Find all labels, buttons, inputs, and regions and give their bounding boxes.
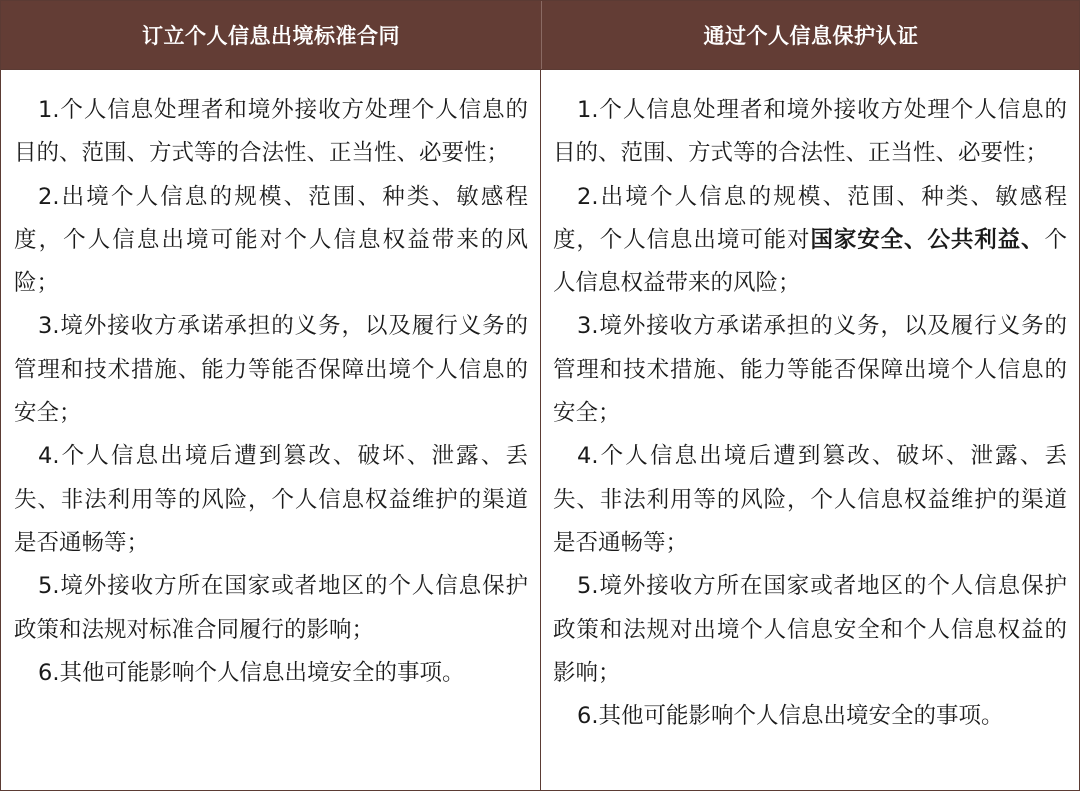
certification-column [541, 70, 1079, 790]
header-standard-contract: 订立个人信息出境标准合同 [1, 1, 542, 69]
list-item: 5.境外接收方所在国家或者地区的个人信息保护政策和法规对出境个人信息安全和个人信息权益的影响； [553, 573, 1067, 686]
list-item: 6.其他可能影响个人信息出境安全的事项。 [577, 703, 1004, 730]
list-item: 5.境外接收方所在国家或者地区的个人信息保护政策和法规对标准合同履行的影响； [14, 573, 528, 643]
list-item-text: 个人信息权益带来的风险； [553, 226, 1067, 297]
list-item: 4.个人信息出境后遭到篡改、破坏、泄露、丢失、非法利用等的风险，个人信息权益维护的渠道是否通畅等； [553, 443, 1067, 556]
standard-contract-column [1, 70, 541, 790]
list-item: 1.个人信息处理者和境外接收方处理个人信息的目的、范围、方式等的合法性、正当性、必要性； [14, 97, 528, 167]
list-item: 3.境外接收方承诺承担的义务，以及履行义务的管理和技术措施、能力等能否保障出境个人信息的安全； [553, 313, 1067, 427]
list-item: 3.境外接收方承诺承担的义务，以及履行义务的管理和技术措施、能力等能否保障出境个人信息的安全； [14, 313, 528, 427]
list-item: 6.其他可能影响个人信息出境安全的事项。 [38, 659, 465, 686]
list-item: 1.个人信息处理者和境外接收方处理个人信息的目的、范围、方式等的合法性、正当性、必要性； [553, 97, 1067, 167]
list-item-text: 2.出境个人信息的规模、范围、种类、敏感程度，个人信息出境可能对 [553, 183, 1067, 253]
list-item: 4.个人信息出境后遭到篡改、破坏、泄露、丢失、非法利用等的风险，个人信息权益维护的渠道是否通畅等； [14, 443, 528, 556]
emphasis-text: 国家安全、公共利益、 [810, 226, 1045, 253]
header-protection-certification: 通过个人信息保护认证 [703, 24, 919, 48]
list-item: 2.出境个人信息的规模、范围、种类、敏感程度，个人信息出境可能对个人信息权益带来的风险； [14, 183, 528, 297]
table-body [1, 70, 1079, 790]
table-header [1, 1, 1079, 70]
list-item [553, 176, 1067, 306]
